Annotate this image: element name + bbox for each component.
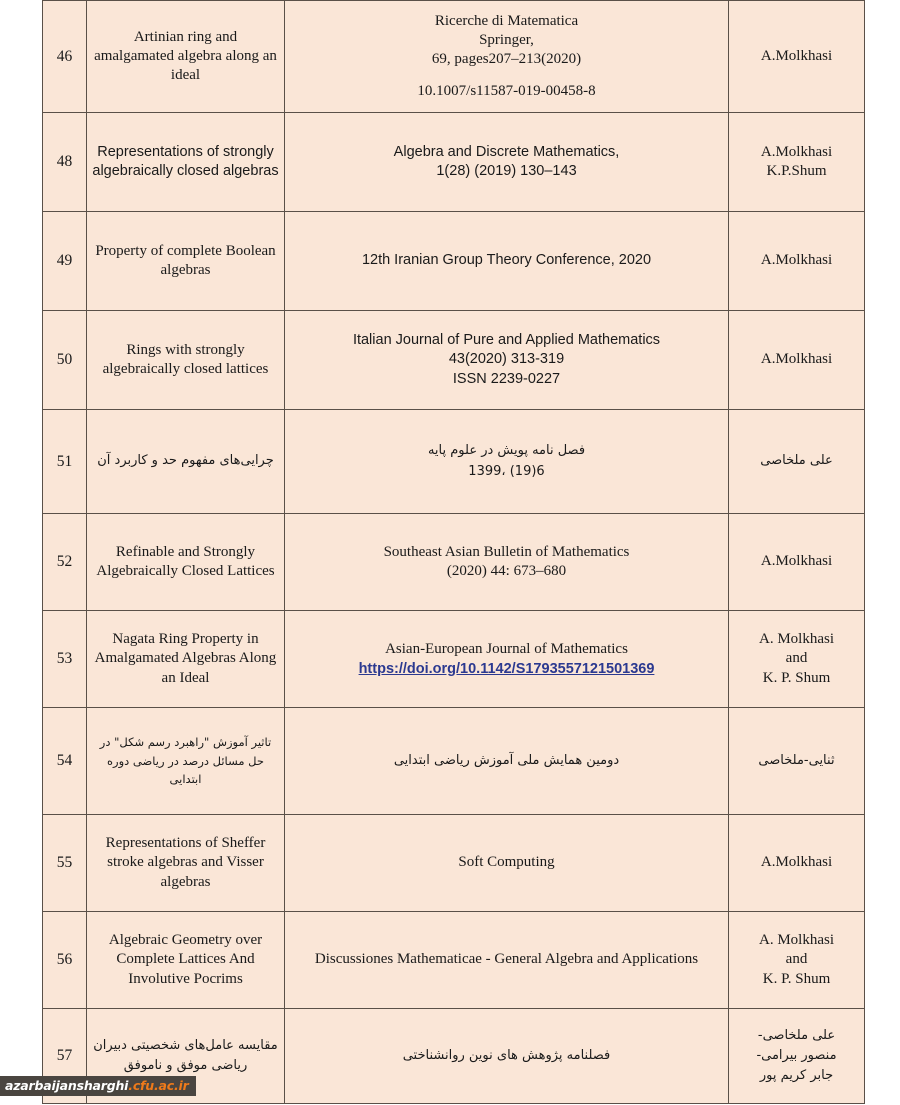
- venue-line: ISSN 2239-0227: [452, 370, 561, 387]
- row-number: 49: [43, 212, 87, 311]
- venue-line: Springer,: [479, 31, 534, 48]
- publication-authors: [729, 1009, 865, 1104]
- row-number: 50: [43, 311, 87, 410]
- row-number: 46: [43, 1, 87, 113]
- watermark-domain: .cfu.ac.ir: [128, 1078, 189, 1093]
- venue-line: Soft Computing: [458, 854, 555, 871]
- author-name: A.Molkhasi: [760, 553, 833, 570]
- author-name: A.Molkhasi: [760, 47, 833, 64]
- publication-title: تاثیر آموزش "راهبرد رسم شکل" در حل مسائل درصد در ریاضی دوره ابتدایی: [87, 708, 285, 815]
- table-row: [43, 611, 865, 708]
- author-name: A.Molkhasi: [760, 252, 833, 269]
- venue-line: دومین همایش ملی آموزش ریاضی ابتدایی: [393, 752, 620, 768]
- publication-title: چرایی‌های مفهوم حد و کاربرد آن: [87, 410, 285, 514]
- venue-line: Asian-European Journal of Mathematics: [385, 640, 628, 657]
- publications-table-body: [43, 1, 865, 1104]
- author-name: A.Molkhasi: [760, 351, 833, 368]
- author-name: جابر کریم پور: [759, 1068, 834, 1084]
- publication-venue: [285, 212, 729, 311]
- author-name: منصور بیرامی-: [756, 1047, 837, 1063]
- venue-line: 69, pages207–213(2020): [431, 51, 582, 67]
- publication-authors: [729, 1, 865, 113]
- publication-authors: [729, 708, 865, 815]
- venue-line: Discussiones Mathematicae - General Algebra and Applications: [314, 951, 699, 968]
- watermark-name: azarbaijansharghi: [5, 1078, 129, 1093]
- table-row: [43, 311, 865, 410]
- publication-authors: [729, 815, 865, 912]
- author-name: علی ملخاصی-: [757, 1027, 836, 1043]
- publication-title: مقایسه عامل‌های شخصیتی دبیران ریاضی موفق و ناموفق: [87, 1009, 285, 1104]
- table-row: [43, 1, 865, 113]
- venue-line: 43(2020) 313-319: [448, 351, 565, 368]
- publication-title: Artinian ring and amalgamated algebra along an ideal: [87, 1, 285, 113]
- row-number: 54: [43, 708, 87, 815]
- publication-venue: [285, 912, 729, 1009]
- venue-spacer: [290, 69, 723, 82]
- author-name: K. P. Shum: [762, 669, 831, 686]
- row-number: 52: [43, 514, 87, 611]
- table-row: [43, 113, 865, 212]
- table-row: [43, 708, 865, 815]
- publication-venue: [285, 1009, 729, 1104]
- author-name: A.Molkhasi: [760, 143, 833, 160]
- publication-title: Representations of strongly algebraically closed algebras: [87, 113, 285, 212]
- venue-doi-text: 10.1007/s11587-019-00458-8: [417, 83, 596, 100]
- publication-title: Nagata Ring Property in Amalgamated Algebras Along an Ideal: [87, 611, 285, 708]
- publication-venue: [285, 611, 729, 708]
- row-number: 57: [43, 1009, 87, 1104]
- publication-authors: [729, 410, 865, 514]
- venue-line: 12th Iranian Group Theory Conference, 2020: [361, 252, 652, 269]
- venue-line: Algebra and Discrete Mathematics,: [393, 143, 620, 160]
- author-name: ثنایی-ملخاصی: [758, 752, 835, 768]
- venue-line: Ricerche di Matematica: [434, 12, 579, 29]
- author-name: A. Molkhasi: [759, 631, 834, 648]
- venue-line: 6(19) ،1399: [468, 463, 545, 479]
- row-number: 48: [43, 113, 87, 212]
- publication-venue: [285, 708, 729, 815]
- publication-venue: [285, 113, 729, 212]
- row-number: 51: [43, 410, 87, 514]
- venue-line: فصلنامه پژوهش های نوین روانشناختی: [402, 1047, 611, 1063]
- publication-authors: [729, 514, 865, 611]
- publication-venue: [285, 410, 729, 514]
- publication-title: Property of complete Boolean algebras: [87, 212, 285, 311]
- publication-title: Algebraic Geometry over Complete Lattices And Involutive Pocrims: [87, 912, 285, 1009]
- venue-line: فصل نامه پویش در علوم پایه: [427, 443, 586, 459]
- row-number: 53: [43, 611, 87, 708]
- publication-title: Rings with strongly algebraically closed lattices: [87, 311, 285, 410]
- publication-authors: [729, 912, 865, 1009]
- publication-authors: [729, 611, 865, 708]
- table-row: [43, 815, 865, 912]
- table-row: [43, 514, 865, 611]
- author-name: A.Molkhasi: [760, 854, 833, 871]
- author-name: A. Molkhasi: [759, 932, 834, 949]
- venue-line: (2020) 44: 673–680: [446, 563, 567, 579]
- publication-venue: [285, 311, 729, 410]
- venue-line: Italian Journal of Pure and Applied Mathematics: [352, 332, 661, 349]
- author-name: and: [785, 650, 808, 667]
- doi-link[interactable]: https://doi.org/10.1142/S1793557121501369: [358, 660, 655, 677]
- author-name: and: [785, 951, 808, 968]
- row-number: 56: [43, 912, 87, 1009]
- author-name: K.P.Shum: [766, 163, 827, 179]
- publication-authors: [729, 212, 865, 311]
- venue-line: 1(28) (2019) 130–143: [436, 163, 577, 179]
- publication-venue: [285, 514, 729, 611]
- publication-venue: [285, 815, 729, 912]
- publication-authors: [729, 113, 865, 212]
- publication-venue: [285, 1, 729, 113]
- publication-title: Refinable and Strongly Algebraically Closed Lattices: [87, 514, 285, 611]
- row-number: 55: [43, 815, 87, 912]
- table-row: [43, 410, 865, 514]
- table-row: [43, 212, 865, 311]
- site-watermark: [0, 1076, 196, 1096]
- venue-line: Southeast Asian Bulletin of Mathematics: [383, 543, 630, 560]
- publications-table: [42, 0, 865, 1104]
- table-row: [43, 912, 865, 1009]
- author-name: K. P. Shum: [762, 970, 831, 987]
- publication-title: Representations of Sheffer stroke algebras and Visser algebras: [87, 815, 285, 912]
- author-name: علی ملخاصی: [760, 453, 833, 469]
- publication-authors: [729, 311, 865, 410]
